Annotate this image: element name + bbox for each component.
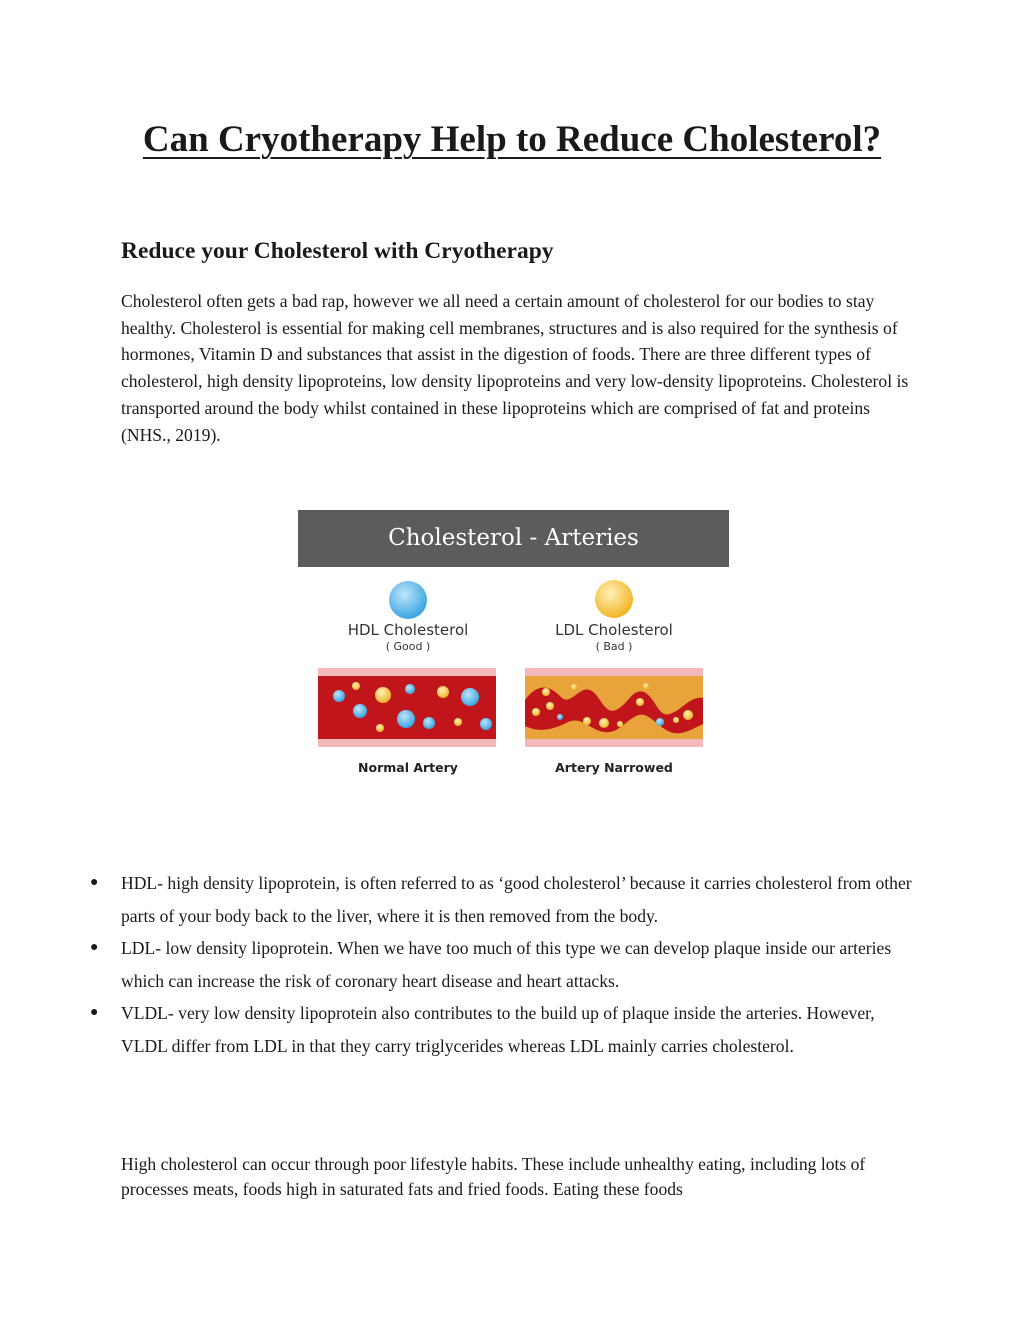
artery-diagram [298,510,729,800]
hdl-label: HDL Cholesterol [347,621,469,639]
list-item-text: HDL- high density lipoprotein, is often referred to as ‘good cholesterol’ because it carries cholesterol from other parts of your body back to the liver, where it is then removed from the body. [121,873,912,926]
ldl-sublabel: ( Bad ) [595,640,633,653]
closing-paragraph: High cholesterol can occur through poor lifestyle habits. These include unhealthy eating, including lots of processes meats, foods high in saturated fats and fried foods. Eating these foods [121,1154,866,1199]
list-item [90,997,916,1062]
bullet-icon: ● [90,875,99,890]
normal-artery-caption: Normal Artery [358,760,458,775]
narrowed-artery-icon [525,668,703,747]
lipoprotein-list [90,867,916,1063]
intro-paragraph: Cholesterol often gets a bad rap, however we all need a certain amount of cholesterol for our bodies to stay healthy. Cholesterol is essential for making cell membranes, structures and is also required for the synthesis of hormones, Vitamin D and substances that assist in the digestion of foods. There are three different types of cholesterol, high density lipoproteins, low density lipoproteins and very low-density lipoproteins. Cholesterol is transported around the body whilst contained in these lipoproteins which are comprised of fat and proteins (NHS., 2019). [121,291,909,445]
bullet-icon: ● [90,940,99,956]
hdl-particle-icon [389,581,427,619]
bullet-icon: ● [90,1005,99,1021]
cholesterol-arteries-illustration [298,510,729,800]
narrowed-artery-caption: Artery Narrowed [555,760,673,775]
hdl-sublabel: ( Good ) [385,640,431,653]
illustration-header: Cholesterol - Arteries [298,510,729,567]
list-item [90,932,916,997]
ldl-label: LDL Cholesterol [555,621,673,639]
ldl-particle-icon [595,580,633,618]
page-title: Can Cryotherapy Help to Reduce Cholesterol? [142,119,882,160]
list-item-text: LDL- low density lipoprotein. When we have too much of this type we can develop plaque inside our arteries which can increase the risk of coronary heart disease and heart attacks. [121,938,892,991]
list-item-text: VLDL- very low density lipoprotein also contributes to the build up of plaque inside the arteries. However, VLDL differ from LDL in that they carry triglycerides whereas LDL mainly carries cholesterol. [121,1003,875,1056]
normal-artery-icon [318,668,496,747]
section-heading: Reduce your Cholesterol with Cryotherapy [121,238,554,264]
list-item [90,867,916,932]
